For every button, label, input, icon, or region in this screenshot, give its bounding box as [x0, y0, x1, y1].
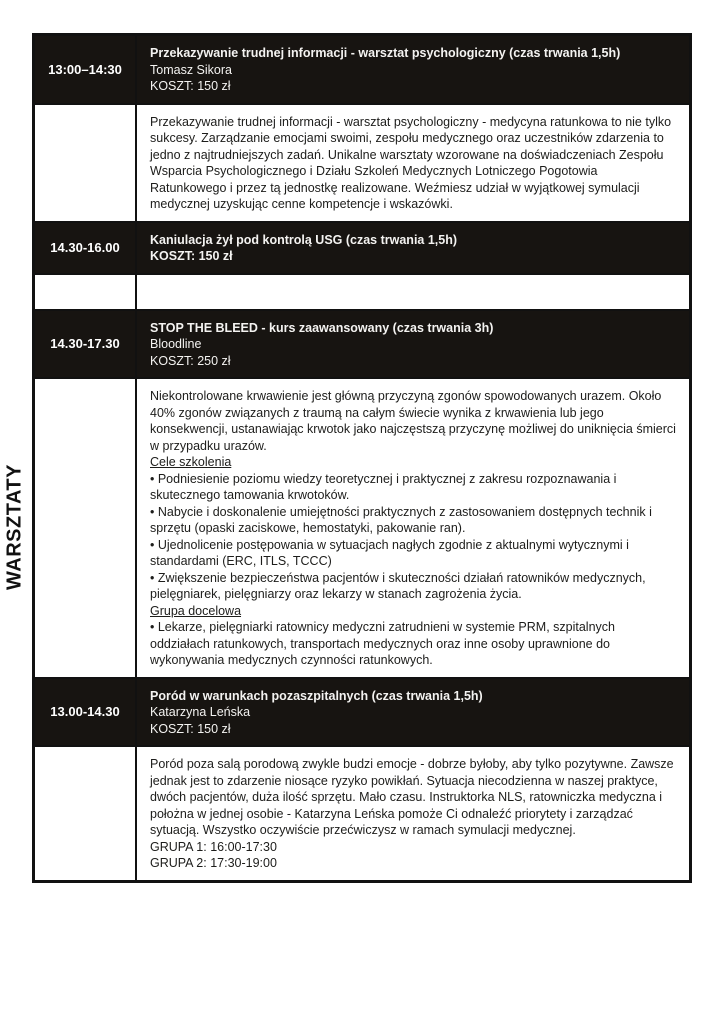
description-text: Poród poza salą porodową zwykle budzi emocje - dobrze byłoby, aby tylko pozytywne. Zawsze jednak jest to zdarzenie niosące ryzyko powikłań. Sytuacja niecodzienna w naszej praktyce, dwóch pacjentów, duża ilość sprzętu. Mało czasu. Instruktorka NLS, ratowniczka medyczna i położna w jednej osobie - Katarzyna Leńska pomoże Ci odnaleźć priorytety i zarządzać sytuacją. Wszystko oczywiście przećwiczysz w ramach symulacji medycznej. [150, 757, 674, 837]
description-row-childbirth [35, 747, 689, 880]
session-info-cell [135, 36, 689, 103]
description-cell [135, 105, 689, 221]
time-cell: 13:00–14:30 [48, 61, 122, 77]
empty-row [35, 275, 689, 311]
session-row-stop-the-bleed [35, 311, 689, 380]
session-title: STOP THE BLEED - kurs zaawansowany (czas trwania 3h) [150, 320, 494, 335]
bullet-item: • Podniesienie poziomu wiedzy teoretycznej i praktycznej z zakresu rozpoznawania i skutecznego tamowania krwotoków. [150, 471, 617, 502]
session-info-cell [135, 311, 689, 378]
description-cell [135, 379, 689, 677]
session-speaker: Katarzyna Leńska [150, 705, 251, 719]
session-row-psychological [35, 36, 689, 105]
time-cell-empty [35, 275, 135, 309]
description-text: Przekazywanie trudnej informacji - warsztat psychologiczny - medycyna ratunkowa to nie tylko sukcesy. Zarządzanie emocjami swoimi, zespołu medycznego oraz uczestników zdarzenia to jedno z najtrudniejszych zadań. Unikalne warsztaty wzorowane na doświadczeniach Zespołu Wsparcia Psychologicznego i Działu Szkoleń Medycznych Lotniczego Pogotowia Ratunkowego i przez tą jednostkę realizowane. Weźmiesz udział w wyjątkowej symulacji medycznej uzyskując cenne kompetencje i wskazówki. [150, 114, 672, 211]
group-schedule-line: GRUPA 1: 16:00-17:30 [150, 839, 277, 854]
section-heading-goals: Cele szkolenia [150, 455, 232, 469]
description-cell [135, 747, 689, 880]
session-cost: KOSZT: 150 zł [150, 249, 233, 263]
session-row-childbirth [35, 679, 689, 748]
session-row-usg [35, 223, 689, 275]
description-row-stop-the-bleed [35, 379, 689, 679]
description-row-psychological [35, 105, 689, 223]
description-intro: Niekontrolowane krwawienie jest główną przyczyną zgonów spowodowanych urazem. Około 40% zgonów związanych z traumą na całym świecie wynika z krwawienia lub jego konsekwencji, ustanawiając krwotok jako najczęstszą przyczynę możliwej do uniknięcia śmierci w przypadku urazów. [150, 389, 676, 453]
time-cell: 14.30-16.00 [50, 240, 120, 255]
workshops-table [32, 33, 692, 883]
session-cost: KOSZT: 150 zł [150, 79, 231, 93]
section-heading-audience: Grupa docelowa [150, 603, 242, 618]
session-info-cell [135, 223, 689, 273]
vertical-section-label: WARSZTATY [3, 464, 26, 590]
session-cost: KOSZT: 150 zł [150, 721, 231, 736]
time-cell-empty [35, 747, 135, 880]
time-cell-empty [35, 105, 135, 221]
session-title: Przekazywanie trudnej informacji - warsztat psychologiczny (czas trwania 1,5h) [150, 46, 621, 60]
session-cost: KOSZT: 250 zł [150, 353, 231, 368]
session-title: Kaniulacja żył pod kontrolą USG (czas trwania 1,5h) [150, 232, 458, 247]
time-cell: 13.00-14.30 [50, 704, 120, 720]
session-info-cell [135, 679, 689, 746]
time-cell: 14.30-17.30 [50, 336, 120, 352]
group-schedule-line: GRUPA 2: 17:30-19:00 [150, 856, 277, 870]
session-speaker: Bloodline [150, 337, 202, 351]
time-cell-empty [35, 379, 135, 677]
bullet-item: • Nabycie i doskonalenie umiejętności praktycznych z zastosowaniem dostępnych technik i sprzętu (opaski zaciskowe, hemostatyki, pakowanie ran). [150, 504, 652, 535]
bullet-item: • Lekarze, pielęgniarki ratownicy medyczni zatrudnieni w systemie PRM, szpitalnych oddziałach ratunkowych, transportach medycznych oraz inne osoby uprawnione do wykonywania medycznych czynności ratunkowych. [150, 620, 615, 667]
bullet-item: • Zwiększenie bezpieczeństwa pacjentów i skuteczności działań ratowników medycznych, pielęgniarek, pielęgniarzy oraz lekarzy w stanach zagrożenia życia. [150, 570, 646, 601]
bullet-item: • Ujednolicenie postępowania w sytuacjach nagłych zgodnie z aktualnymi wytycznymi i standardami (ERC, ITLS, TCCC) [150, 537, 629, 568]
session-speaker: Tomasz Sikora [150, 62, 232, 77]
session-title: Poród w warunkach pozaszpitalnych (czas trwania 1,5h) [150, 688, 483, 703]
empty-cell [135, 275, 689, 309]
